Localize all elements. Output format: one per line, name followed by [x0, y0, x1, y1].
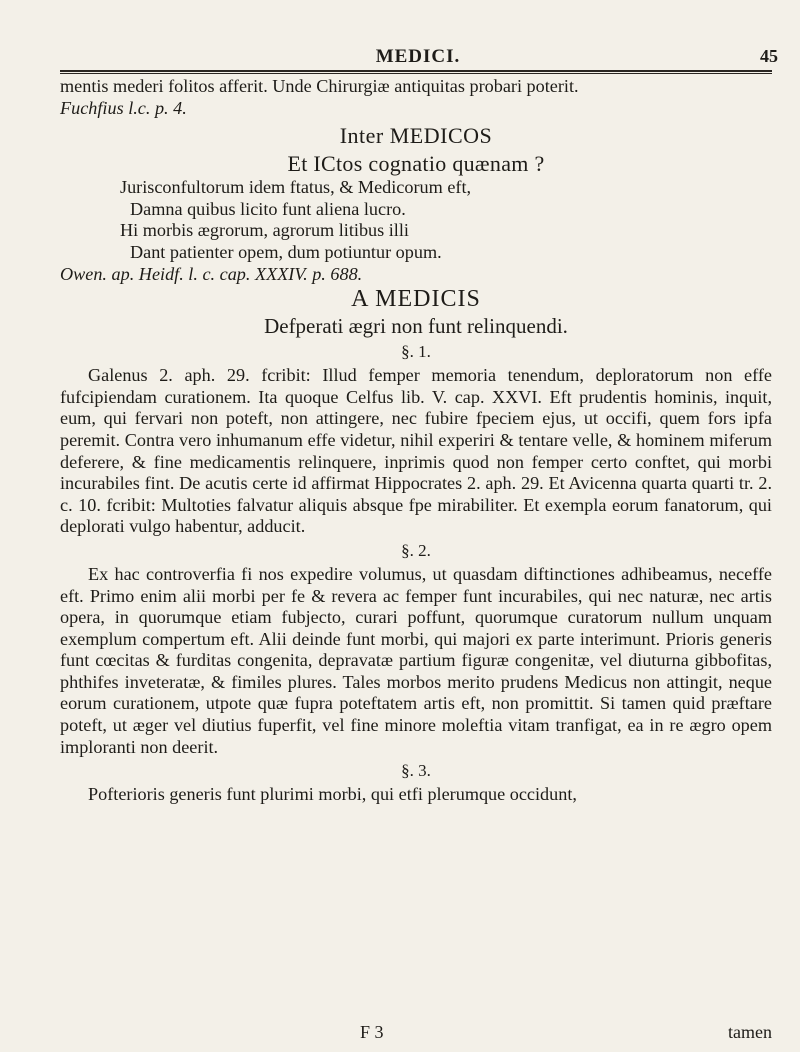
page-body	[60, 76, 772, 806]
heading-a-medicis: A MEDICIS	[351, 286, 481, 313]
heading-inter-medicos: Inter MEDICOS	[339, 123, 493, 149]
verse-line: Jurisconfultorum idem ftatus, & Medicorum eft,	[120, 177, 472, 198]
page-number: 45	[760, 46, 778, 66]
citation-line: Fuchfius l.c. p. 4.	[60, 97, 187, 118]
paragraph: Galenus 2. aph. 29. fcribit: Illud femper memoria tenendum, deploratorum non effe fufcipiendam curationem. Ita quoque Celfus lib. V. cap. XXVI. Eft prudentis hominis, inquit, eum, qui fervari non poteft, non attingere, nec fubire fpeciem ejus, ut occifi, quem fors ipfa peremit. Contra vero inhumanum effe videtur, nihil experiri & tentare velle, & hominem miferum deferere, & fine medicamentis relinquere, inprimis quod non femper certo conftet, qui morbi incurabiles fint. De acutis certe id affirmat Hippocrates 2. aph. 29. Et Avicenna quarta quarti tr. 2. c. 10. fcribit: Multoties falvatur aliquis absque fpe mirabiliter. Et exempla eorum fanatorum, qui deplorati vulgo habentur, adducit.	[60, 365, 772, 537]
running-title: MEDICI.	[375, 46, 461, 67]
continuation-line: mentis mederi folitos afferit. Unde Chirurgiæ antiquitas probari poterit.	[60, 76, 579, 96]
heading-desperati: Defperati ægri non funt relinquendi.	[264, 314, 568, 339]
verse-line: Damna quibus licito funt aliena lucro.	[130, 198, 406, 219]
verse-line: Hi morbis ægrorum, agrorum litibus illi	[120, 220, 409, 241]
signature-mark: F 3	[360, 1022, 384, 1042]
section-marker: §. 2.	[401, 540, 431, 560]
page-footer	[60, 1022, 772, 1044]
section-marker: §. 1.	[401, 342, 431, 362]
catchword: tamen	[728, 1022, 772, 1042]
header-rule	[60, 70, 772, 74]
verse-line: Dant patienter opem, dum potiuntur opum.	[130, 241, 442, 262]
heading-cognatio: Et ICtos cognatio quænam ?	[287, 151, 545, 177]
section-marker: §. 3.	[401, 761, 431, 781]
running-header	[58, 46, 778, 68]
epigram	[60, 177, 772, 263]
paragraph: Pofterioris generis funt plurimi morbi, qui etfi plerumque occidunt,	[88, 784, 577, 805]
paragraph: Ex hac controverfia fi nos expedire volumus, ut quasdam diftinctiones adhibeamus, neceffe eft. Primo enim alii morbi per fe & revera ac femper funt incurabiles, qui nec naturæ, nec artis opera, in quorumque etiam fubjecto, curari poffunt, quorumque curatorum nullum unquam exemplum compertum eft. Alii deinde funt morbi, qui majori ex parte interimunt. Prioris generis funt cœcitas & furditas congenita, depravatæ partium figuræ congenitæ, vel diuturna gibbofitas, phthifes inveteratæ, & fimiles plures. Tales morbos merito prudens Medicus non attingit, neque eorum curationem, utpote quæ fupra poteftatem artis eft, non promittit. Si tamen quid præftare poteft, ut æger vel diutius fuperfit, vel fine minore moleftia vitam tranfigat, ea in re ægro opem imploranti non deerit.	[60, 563, 772, 757]
epigram-reference: Owen. ap. Heidf. l. c. cap. XXXIV. p. 688.	[60, 263, 363, 284]
